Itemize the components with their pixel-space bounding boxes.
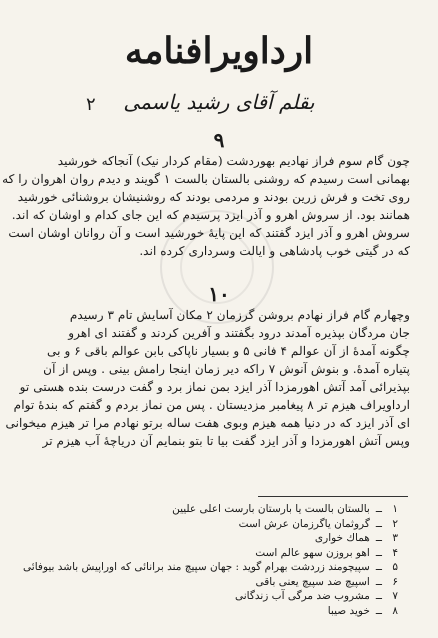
footnote-number: ۷	[392, 590, 398, 602]
text-line: همانند بود. از سروش اهرو و آذر ایزد پرسیدم که این جای کدام و اوشان که اند.	[11, 208, 410, 222]
text-line: وچهارم گام فراز نهادم بروشن گرزمان ۲ مکان آسایش تام ۳ رسیدم	[69, 308, 410, 322]
footnote-number: ۲	[392, 517, 398, 530]
text-line: چون گام سوم فراز نهادیم بهوردشت (مقام کردار نیک) آنجاکه خورشید	[57, 154, 410, 168]
page-number: ۲	[86, 94, 96, 115]
footnote-text: خوید صیبا	[327, 604, 370, 617]
text-line: وپس آتش اهورمزدا و آذر ایزد گفت بیا تا بتو بنمایم آن دریاچهٔ آب هیزم تر	[42, 434, 410, 448]
footnote-text: بالستان بالست یا بارستان بارست اعلی علیین	[172, 503, 370, 515]
text-line: سروش اهرو و آذر ایزد گفتند که این پایهٔ خورشید است و آن روانان اوشان است	[8, 226, 410, 240]
section-number: ۹	[213, 128, 225, 152]
footnote: ۷ ــ مشروب ضد مرگی آب زندگانی	[234, 590, 398, 602]
footnote-divider	[258, 496, 408, 497]
text-line: بهمانی است رسیدم که روشنی بالستان بالست ۱ گویند و دیدم روان اهروان را که	[2, 172, 410, 186]
text-line: روی تخت و فرش زرین بودند و مردمی بودند که روشنیشان بروشنائی خورشید	[17, 190, 410, 204]
footnote-number: ۸	[392, 604, 398, 617]
footnote: ۸ ــ خوید صیبا	[327, 604, 398, 617]
footnote-number: ۵	[392, 561, 398, 573]
footnote: ۵ ــ سپیچومند زردشت بهرام گوید : جهان سپیچ مند برانائی که اوراپیش باشد بیوفائی	[23, 561, 398, 573]
footnote: ۲ ــ گروثمان یاگرزمان عرش است	[238, 517, 398, 530]
footnote-number: ۱	[392, 503, 398, 515]
footnote-text: سپیچومند زردشت بهرام گوید : جهان سپیچ مند برانائی که اوراپیش باشد بیوفائی	[23, 561, 370, 573]
footnote-number: ۴	[392, 546, 398, 559]
footnote-number: ۶	[392, 575, 398, 588]
footnotes	[23, 502, 398, 618]
paragraph	[5, 306, 410, 450]
text-line: جان مردگان بپذیره آمدند درود بگفتند و آفرین کردند و گفتند ای اهرو	[68, 326, 410, 340]
footnote-text: هماك خواری	[314, 532, 370, 544]
text-line: چگونه آمدهٔ از آن عوالم ۴ فانی ۵ و بسیار ناپاکی بابن عوالم باقی ۶ و بی	[47, 344, 410, 358]
text-line: پتیاره آمدهٔ. و بنوش آنوش ۷ راکه دیر زمان اینجا رامش بینی . وپس از آن	[43, 362, 410, 376]
text-line: که در گیتی خوب پادشاهی و ایالت وسرداری کرده اند.	[139, 244, 410, 258]
footnote-text: مشروب ضد مرگی آب زندگانی	[234, 590, 370, 602]
footnote: ۳ ــ هماك خواری	[314, 532, 398, 544]
footnote-text: اسپیچ ضد سپیچ یعنی باقی	[255, 575, 370, 588]
section-number: ۱۰	[208, 282, 230, 306]
paragraph	[2, 152, 410, 260]
footnote-text: گروثمان یاگرزمان عرش است	[238, 517, 370, 530]
footnote-text: اهو بروزن سهو عالم است	[255, 546, 370, 559]
text-line: ای آذر ایزد که در دنیا همه هیزم وبوی هفت ساله برتو نهادم مرا تر هیزم میخوانی	[5, 416, 410, 430]
author-line: بقلم آقای رشید یاسمی	[123, 90, 315, 114]
footnote: ۴ ــ اهو بروزن سهو عالم است	[255, 546, 398, 559]
footnote: ۶ ــ اسپیچ ضد سپیچ یعنی باقی	[255, 575, 398, 588]
text-line: ارداویراف هیزم تر ۸ پیغامبر مزدیستان . پس من نماز بردم و گفتم که بندهٔ توام	[13, 398, 410, 412]
footnote-number: ۳	[392, 532, 398, 544]
text-line: بپذیرائی آمد آتش اهورمزدا آذر ایزد بمن نماز برد و گفت درست بنده هستی تو	[19, 380, 410, 394]
page-title: ارداویرافنامه	[124, 30, 314, 72]
footnote: ۱ ــ بالستان بالست یا بارستان بارست اعلی علیین	[172, 503, 398, 515]
